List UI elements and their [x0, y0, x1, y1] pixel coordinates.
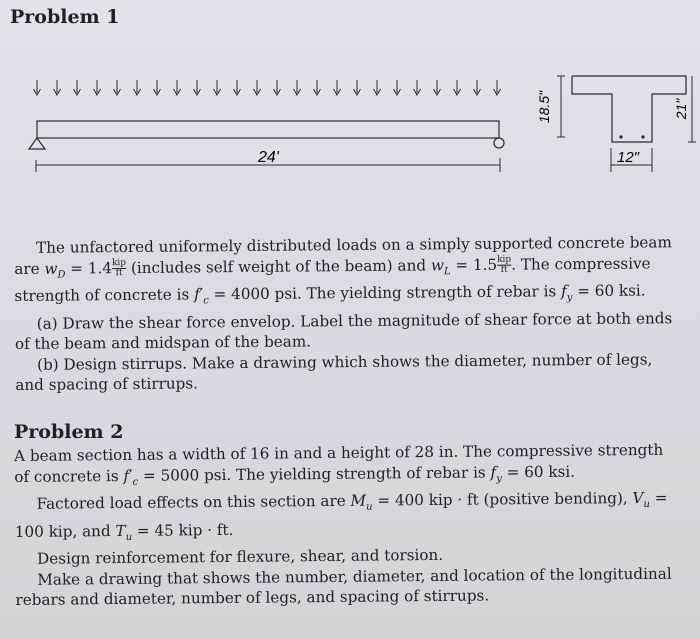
problem-1-figure	[0, 60, 700, 260]
problem-2-line: Make a drawing that shows the number, diameter, and location of the longitudinal	[37, 564, 672, 589]
problem-1-line: strength of concrete is $f'_c = 4000$ psi. The yielding strength of rebar is $f_y = 60$ ksi.	[14, 281, 646, 307]
roller-support	[494, 138, 504, 148]
span-label: 24'	[258, 149, 279, 166]
problem-1-title: Problem 1	[10, 6, 120, 28]
problem-1-line: (a) Draw the shear force envelop. Label the magnitude of shear force at both ends	[36, 308, 673, 333]
problem-2-line: rebars and diameter, number of legs, and spacing of stirrups.	[15, 586, 490, 610]
problem-2-line: of concrete is $f'_c = 5000$ psi. The yielding strength of rebar is $f_y = 60$ ksi.	[14, 462, 576, 488]
rebar	[641, 135, 644, 138]
problem-1-line: are $w_D = 1.4$ kip ft (includes self weight of the beam) and $w_L = 1.5$ kip ft . The compressive	[14, 253, 651, 281]
problem-1-text	[14, 232, 673, 395]
t-beam-cross-section	[572, 76, 686, 142]
problem-2-line: 100 kip, and $T_u = 45$ kip · ft.	[14, 520, 234, 543]
problem-2-line: Factored load effects on this section are $M_u = 400$ kip · ft (positive bending), $V_u$ =	[36, 488, 668, 513]
effective-depth-label: 18.5"	[536, 90, 552, 124]
problem-1-line: The unfactored uniformely distributed loads on a simply supported concrete beam	[36, 233, 672, 257]
problem-1-line: (b) Design stirrups. Make a drawing which shows the diameter, number of legs,	[37, 349, 653, 374]
web-width-label: 12"	[617, 149, 640, 166]
beam	[37, 121, 499, 138]
problem-2-line: Design reinforcement for flexure, shear, and torsion.	[36, 545, 444, 568]
rebar	[619, 135, 622, 138]
distributed-load-arrows	[34, 80, 501, 95]
problem-1-line: and spacing of stirrups.	[15, 374, 199, 395]
problem-1-line: of the beam and midspan of the beam.	[14, 332, 312, 354]
problem-2-line: A beam section has a width of 16 in and a height of 28 in. The compressive strength	[14, 440, 664, 465]
problem-2-text	[14, 440, 672, 611]
problem-2-title: Problem 2	[14, 421, 124, 443]
pin-support	[29, 138, 45, 149]
total-height-label: 21"	[673, 98, 689, 120]
